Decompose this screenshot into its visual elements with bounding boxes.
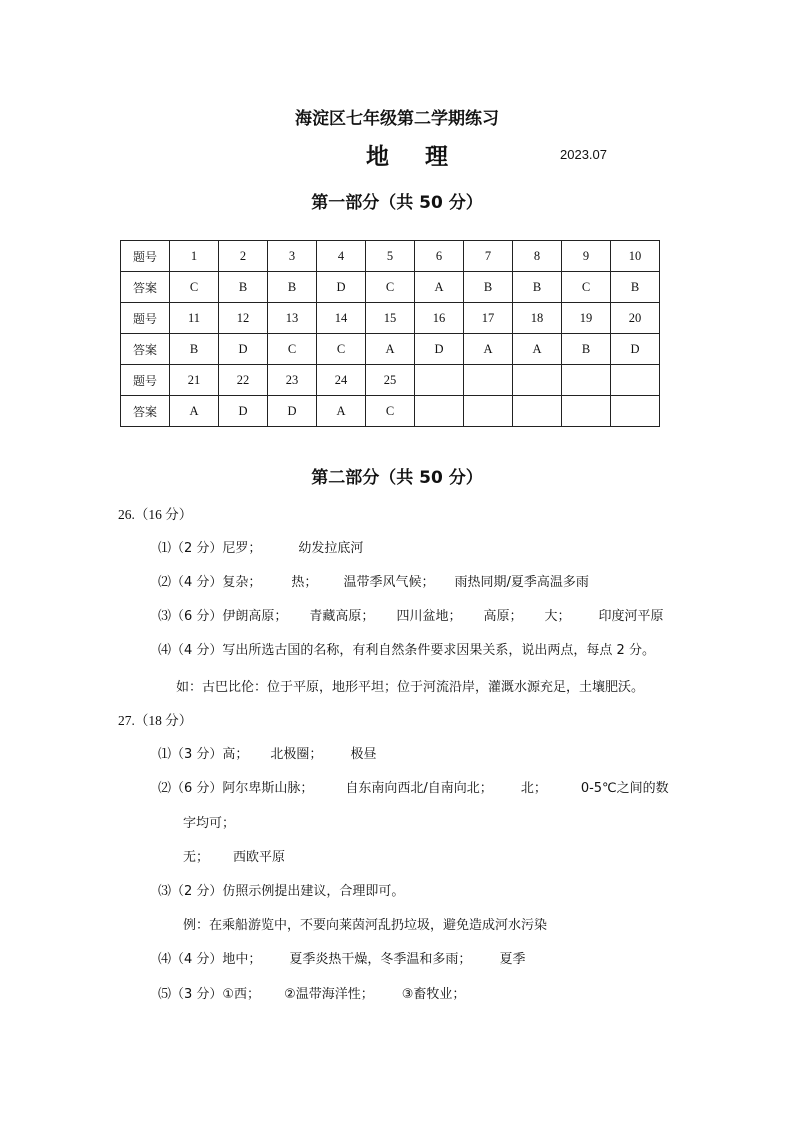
table-cell: D	[219, 396, 268, 427]
table-cell: C	[268, 334, 317, 365]
table-cell: 25	[366, 365, 415, 396]
q26-s3	[158, 605, 664, 624]
table-cell: D	[611, 334, 660, 365]
q27-s2	[158, 777, 669, 796]
q27-s4-a: 地中；	[222, 952, 262, 967]
q26-s1-num: ⑴（2 分）	[158, 541, 223, 556]
q27-s2-b: 自东南向西北/自南向北；	[345, 781, 493, 796]
table-cell: C	[562, 272, 611, 303]
q27-s2-continued: 字均可；	[183, 816, 236, 831]
q27-s4-num: ⑷（4 分）	[158, 952, 223, 967]
table-cell	[415, 396, 464, 427]
table-cell: D	[415, 334, 464, 365]
q27-s4-b: 夏季炎热干燥，冬季温和多雨；	[289, 952, 472, 967]
q27-heading: 27.（18 分）	[118, 713, 193, 728]
answer-table-row	[121, 272, 660, 303]
table-cell: 24	[317, 365, 366, 396]
row-label: 答案	[121, 334, 170, 365]
table-cell: D	[268, 396, 317, 427]
table-cell: A	[513, 334, 562, 365]
table-cell	[464, 396, 513, 427]
subject-title: 地 理	[366, 144, 463, 170]
table-cell: C	[366, 272, 415, 303]
row-label: 答案	[121, 272, 170, 303]
answer-table-row	[121, 303, 660, 334]
q27-s4	[158, 948, 525, 967]
table-cell: 20	[611, 303, 660, 334]
q26-s2-a: 复杂；	[222, 575, 262, 590]
q27-s1-a: 高；	[222, 747, 249, 762]
table-cell: 17	[464, 303, 513, 334]
table-cell: 4	[317, 241, 366, 272]
q26-s3-d: 高原；	[483, 609, 523, 624]
q27-s1-b: 北极圈；	[270, 747, 323, 762]
q27-s2-extra	[183, 846, 285, 865]
q26-s4	[158, 639, 655, 658]
q26-s3-e: 大；	[544, 609, 571, 624]
table-cell: 22	[219, 365, 268, 396]
q26-heading: 26.（16 分）	[118, 507, 193, 522]
table-cell	[464, 365, 513, 396]
table-cell: 12	[219, 303, 268, 334]
table-cell: 16	[415, 303, 464, 334]
q27-s3-num: ⑶（2 分）	[158, 884, 223, 899]
answer-table-row	[121, 396, 660, 427]
table-cell: D	[317, 272, 366, 303]
row-label: 答案	[121, 396, 170, 427]
table-cell	[513, 396, 562, 427]
q27-s3-example: 例：在乘船游览中，不要向莱茵河乱扔垃圾，避免造成河水污染	[183, 918, 548, 933]
row-label: 题号	[121, 241, 170, 272]
q27-s1-num: ⑴（3 分）	[158, 747, 223, 762]
q27-s1	[158, 743, 376, 762]
part2-title: 第二部分（共 50 分）	[311, 468, 483, 488]
q27-s2-num: ⑵（6 分）	[158, 781, 223, 796]
table-cell: 9	[562, 241, 611, 272]
row-label: 题号	[121, 365, 170, 396]
answer-table-row	[121, 365, 660, 396]
table-cell	[513, 365, 562, 396]
answer-table	[120, 240, 660, 427]
table-cell	[415, 365, 464, 396]
q26-s3-f: 印度河平原	[598, 609, 664, 624]
q26-s2-num: ⑵（4 分）	[158, 575, 223, 590]
q27-s5	[158, 983, 465, 1002]
table-cell: B	[219, 272, 268, 303]
table-cell: C	[366, 396, 415, 427]
q27-s2c-b: 西欧平原	[233, 850, 286, 865]
q26-s1-a: 尼罗；	[222, 541, 262, 556]
school-title: 海淀区七年级第二学期练习	[295, 109, 499, 129]
q27-s5-c: ③畜牧业；	[401, 987, 466, 1002]
table-cell: 1	[170, 241, 219, 272]
table-cell: D	[219, 334, 268, 365]
q26-s3-c: 四川盆地；	[396, 609, 462, 624]
table-cell	[562, 396, 611, 427]
q26-s3-num: ⑶（6 分）	[158, 609, 223, 624]
q27-s2c-a: 无；	[183, 850, 210, 865]
table-cell: 19	[562, 303, 611, 334]
q26-s2-b: 热；	[291, 575, 318, 590]
table-cell	[611, 396, 660, 427]
table-cell	[562, 365, 611, 396]
q26-s3-a: 伊朗高原；	[222, 609, 288, 624]
q26-s4-num: ⑷（4 分）	[158, 643, 223, 658]
table-cell: B	[170, 334, 219, 365]
table-cell: B	[611, 272, 660, 303]
table-cell: 15	[366, 303, 415, 334]
table-cell: 5	[366, 241, 415, 272]
q26-s3-b: 青藏高原；	[309, 609, 375, 624]
table-cell: 18	[513, 303, 562, 334]
q26-s4-a: 写出所选古国的名称，有利自然条件要求因果关系，说出两点，每点 2 分。	[222, 643, 655, 658]
table-cell: 11	[170, 303, 219, 334]
table-cell: 14	[317, 303, 366, 334]
table-cell: A	[170, 396, 219, 427]
table-cell: B	[513, 272, 562, 303]
table-cell: C	[317, 334, 366, 365]
table-cell: A	[464, 334, 513, 365]
table-cell: 23	[268, 365, 317, 396]
table-cell: 3	[268, 241, 317, 272]
table-cell: A	[317, 396, 366, 427]
table-cell: 6	[415, 241, 464, 272]
q27-s5-a: ①西；	[222, 987, 261, 1002]
table-cell: B	[268, 272, 317, 303]
q27-s3-a: 仿照示例提出建议，合理即可。	[222, 884, 405, 899]
row-label: 题号	[121, 303, 170, 334]
q26-s2	[158, 571, 589, 590]
q27-s2-c: 北；	[520, 781, 547, 796]
answer-table-row	[121, 334, 660, 365]
exam-date: 2023.07	[560, 147, 607, 162]
table-cell: 8	[513, 241, 562, 272]
q27-s2-d: 0-5℃之间的数	[580, 781, 669, 796]
table-cell: 2	[219, 241, 268, 272]
q26-s2-d: 雨热同期/夏季高温多雨	[454, 575, 589, 590]
q27-s5-b: ②温带海洋性；	[284, 987, 374, 1002]
table-cell: 7	[464, 241, 513, 272]
part1-title: 第一部分（共 50 分）	[311, 193, 483, 213]
table-cell: B	[562, 334, 611, 365]
q27-s3	[158, 880, 404, 899]
table-cell: 13	[268, 303, 317, 334]
table-cell: B	[464, 272, 513, 303]
q27-s1-c: 极昼	[350, 747, 377, 762]
table-cell: A	[366, 334, 415, 365]
answer-table-row	[121, 241, 660, 272]
table-cell: A	[415, 272, 464, 303]
q26-s4-example: 如：古巴比伦：位于平原，地形平坦；位于河流沿岸，灌溉水源充足，土壤肥沃。	[176, 680, 645, 695]
q27-s2-a: 阿尔卑斯山脉；	[222, 781, 314, 796]
q26-s1-b: 幼发拉底河	[298, 541, 364, 556]
q27-s4-c: 夏季	[499, 952, 526, 967]
table-cell: C	[170, 272, 219, 303]
q26-s2-c: 温带季风气候；	[343, 575, 435, 590]
q26-s1	[158, 537, 363, 556]
q27-s5-num: ⑸（3 分）	[158, 987, 223, 1002]
table-cell: 10	[611, 241, 660, 272]
table-cell: 21	[170, 365, 219, 396]
table-cell	[611, 365, 660, 396]
